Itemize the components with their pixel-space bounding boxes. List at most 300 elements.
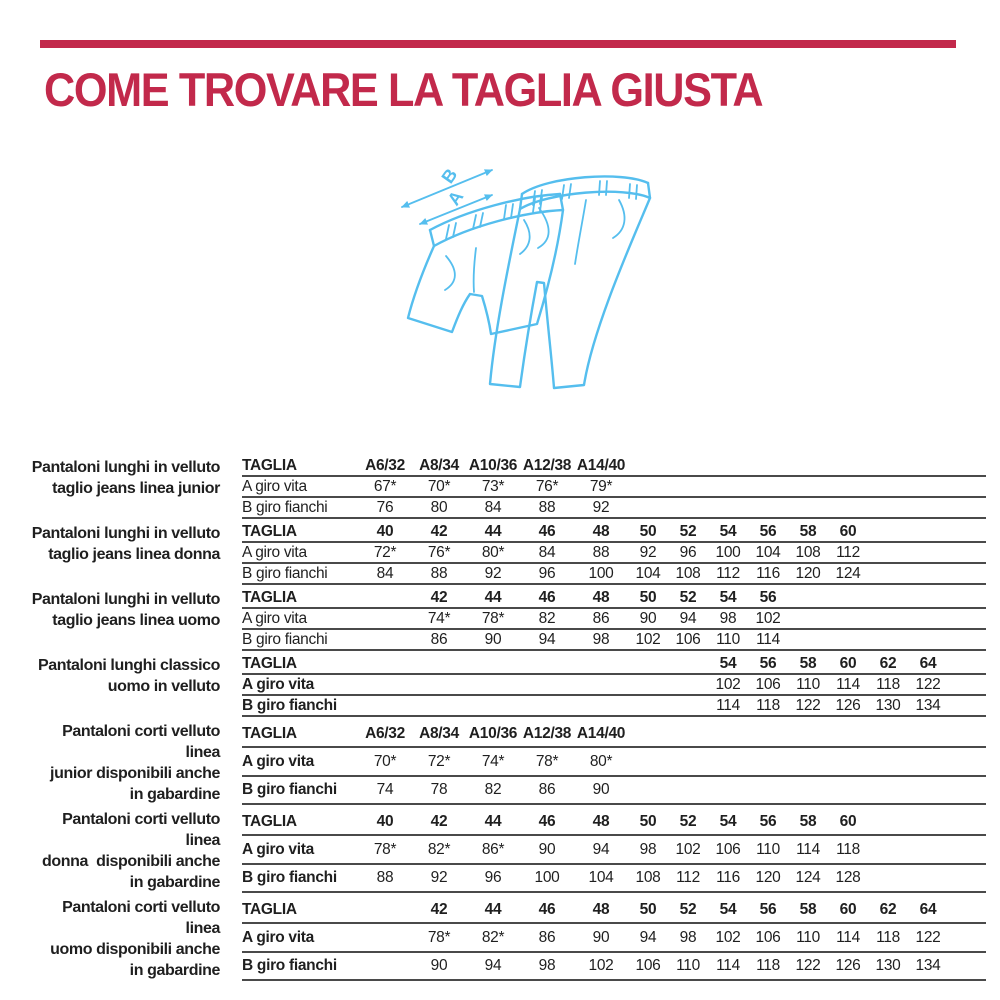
- empty-cell: [358, 608, 412, 629]
- size-cell: 60: [828, 654, 868, 674]
- empty-cell: [358, 654, 412, 674]
- size-table: [242, 720, 986, 805]
- giro-fianchi-cell: 108: [628, 864, 668, 892]
- empty-cell: [668, 695, 708, 716]
- filler-cell: [948, 923, 986, 951]
- empty-cell: [908, 456, 948, 476]
- empty-cell: [358, 952, 412, 980]
- empty-cell: [908, 608, 948, 629]
- empty-cell: [908, 522, 948, 542]
- table-description-line: in gabardine: [129, 786, 220, 803]
- giro-vita-label: A giro vita: [242, 674, 358, 695]
- table-description-line: uomo in velluto: [107, 678, 220, 695]
- filler-cell: [948, 654, 986, 674]
- giro-fianchi-cell: 84: [466, 497, 520, 518]
- size-table: [242, 588, 986, 651]
- size-table-row: [242, 835, 986, 863]
- measure-label-a: A: [443, 186, 468, 210]
- filler-cell: [948, 808, 986, 835]
- size-cell: 48: [574, 808, 628, 835]
- empty-cell: [908, 629, 948, 650]
- giro-vita-cell: 106: [748, 674, 788, 695]
- empty-cell: [868, 588, 908, 608]
- empty-cell: [868, 720, 908, 747]
- giro-vita-cell: 118: [828, 835, 868, 863]
- giro-vita-cell: 108: [788, 542, 828, 563]
- empty-cell: [358, 896, 412, 923]
- size-table-header-row: [242, 588, 986, 608]
- giro-fianchi-cell: 100: [574, 563, 628, 584]
- giro-fianchi-cell: 134: [908, 952, 948, 980]
- giro-fianchi-cell: 92: [574, 497, 628, 518]
- giro-fianchi-cell: 116: [748, 563, 788, 584]
- size-cell: 48: [574, 896, 628, 923]
- taglia-label: TAGLIA: [242, 896, 358, 923]
- giro-fianchi-cell: 130: [868, 952, 908, 980]
- empty-cell: [828, 497, 868, 518]
- size-table-header-row: [242, 456, 986, 476]
- size-table-row: [242, 563, 986, 584]
- size-table-row: [242, 476, 986, 497]
- giro-fianchi-cell: 88: [520, 497, 574, 518]
- size-table-block: [30, 720, 986, 805]
- empty-cell: [868, 776, 908, 804]
- empty-cell: [748, 747, 788, 775]
- size-table-row: [242, 952, 986, 980]
- giro-vita-cell: 82: [520, 608, 574, 629]
- size-table-header-row: [242, 522, 986, 542]
- table-description-line: taglio jeans linea uomo: [52, 612, 220, 629]
- table-description-line: uomo disponibili anche: [50, 941, 220, 958]
- table-description-line: Pantaloni corti velluto linea: [62, 811, 225, 849]
- empty-cell: [868, 497, 908, 518]
- giro-vita-cell: 118: [868, 674, 908, 695]
- giro-fianchi-cell: 102: [628, 629, 668, 650]
- giro-vita-cell: 70*: [412, 476, 466, 497]
- size-cell: 62: [868, 654, 908, 674]
- giro-fianchi-cell: 124: [828, 563, 868, 584]
- empty-cell: [788, 476, 828, 497]
- empty-cell: [908, 747, 948, 775]
- size-table: [242, 808, 986, 893]
- empty-cell: [628, 654, 668, 674]
- size-cell: 52: [668, 808, 708, 835]
- taglia-label: TAGLIA: [242, 588, 358, 608]
- empty-cell: [668, 776, 708, 804]
- empty-cell: [748, 497, 788, 518]
- giro-fianchi-cell: 112: [668, 864, 708, 892]
- giro-vita-cell: 82*: [412, 835, 466, 863]
- giro-vita-cell: 82*: [466, 923, 520, 951]
- filler-cell: [948, 608, 986, 629]
- empty-cell: [628, 497, 668, 518]
- size-table-row: [242, 923, 986, 951]
- filler-cell: [948, 776, 986, 804]
- giro-fianchi-cell: 94: [520, 629, 574, 650]
- giro-vita-cell: 122: [908, 674, 948, 695]
- giro-vita-cell: 118: [868, 923, 908, 951]
- empty-cell: [828, 629, 868, 650]
- giro-vita-cell: 90: [520, 835, 574, 863]
- empty-cell: [466, 654, 520, 674]
- size-table-row: [242, 629, 986, 650]
- empty-cell: [788, 629, 828, 650]
- header-rule: [40, 40, 956, 48]
- empty-cell: [868, 747, 908, 775]
- filler-cell: [948, 476, 986, 497]
- giro-vita-cell: 78*: [466, 608, 520, 629]
- size-table-header-row: [242, 808, 986, 835]
- empty-cell: [668, 720, 708, 747]
- size-table-header-row: [242, 654, 986, 674]
- empty-cell: [628, 456, 668, 476]
- filler-cell: [948, 747, 986, 775]
- empty-cell: [412, 654, 466, 674]
- empty-cell: [908, 864, 948, 892]
- filler-cell: [948, 456, 986, 476]
- size-cell: A14/40: [574, 456, 628, 476]
- table-description: [30, 654, 220, 717]
- shorts-outline: [408, 194, 563, 334]
- giro-fianchi-cell: 110: [668, 952, 708, 980]
- giro-vita-cell: 106: [708, 835, 748, 863]
- giro-fianchi-cell: 110: [708, 629, 748, 650]
- size-table-row: [242, 497, 986, 518]
- size-cell: 54: [708, 654, 748, 674]
- giro-vita-cell: 110: [788, 674, 828, 695]
- filler-cell: [948, 695, 986, 716]
- size-cell: 62: [868, 896, 908, 923]
- giro-vita-cell: 80*: [574, 747, 628, 775]
- table-description-line: in gabardine: [129, 874, 220, 891]
- giro-vita-cell: 98: [628, 835, 668, 863]
- empty-cell: [828, 747, 868, 775]
- giro-fianchi-cell: 116: [708, 864, 748, 892]
- taglia-label: TAGLIA: [242, 720, 358, 747]
- size-cell: 56: [748, 588, 788, 608]
- table-description-line: donna disponibili anche: [42, 853, 220, 870]
- size-cell: 58: [788, 896, 828, 923]
- size-table-row: [242, 864, 986, 892]
- giro-vita-cell: 78*: [520, 747, 574, 775]
- giro-vita-cell: 88: [574, 542, 628, 563]
- giro-vita-label: A giro vita: [242, 747, 358, 775]
- giro-vita-cell: 74*: [412, 608, 466, 629]
- giro-vita-cell: 114: [828, 923, 868, 951]
- empty-cell: [708, 456, 748, 476]
- size-tables: [30, 456, 986, 984]
- giro-fianchi-cell: 126: [828, 695, 868, 716]
- giro-vita-cell: 86: [520, 923, 574, 951]
- table-description: [30, 808, 225, 893]
- giro-vita-label: A giro vita: [242, 476, 358, 497]
- giro-fianchi-label: B giro fianchi: [242, 695, 358, 716]
- empty-cell: [358, 923, 412, 951]
- empty-cell: [908, 542, 948, 563]
- giro-fianchi-cell: 104: [628, 563, 668, 584]
- empty-cell: [748, 476, 788, 497]
- empty-cell: [828, 456, 868, 476]
- giro-vita-cell: 79*: [574, 476, 628, 497]
- taglia-label: TAGLIA: [242, 808, 358, 835]
- giro-vita-cell: 102: [748, 608, 788, 629]
- giro-fianchi-cell: 82: [466, 776, 520, 804]
- giro-fianchi-label: B giro fianchi: [242, 864, 358, 892]
- giro-fianchi-cell: 120: [748, 864, 788, 892]
- giro-fianchi-cell: 84: [358, 563, 412, 584]
- size-cell: 54: [708, 522, 748, 542]
- giro-fianchi-cell: 118: [748, 695, 788, 716]
- size-table-row: [242, 695, 986, 716]
- giro-fianchi-cell: 96: [520, 563, 574, 584]
- size-cell: 58: [788, 522, 828, 542]
- size-cell: 48: [574, 522, 628, 542]
- giro-vita-cell: 102: [708, 674, 748, 695]
- giro-vita-cell: 104: [748, 542, 788, 563]
- size-cell: 56: [748, 522, 788, 542]
- empty-cell: [748, 720, 788, 747]
- size-cell: 58: [788, 808, 828, 835]
- size-cell: 44: [466, 808, 520, 835]
- giro-vita-cell: 80*: [466, 542, 520, 563]
- size-cell: 42: [412, 522, 466, 542]
- empty-cell: [668, 654, 708, 674]
- giro-fianchi-label: B giro fianchi: [242, 952, 358, 980]
- table-description-line: junior disponibili anche: [50, 765, 220, 782]
- size-table-row: [242, 542, 986, 563]
- size-table: [242, 896, 986, 981]
- filler-cell: [948, 629, 986, 650]
- empty-cell: [908, 720, 948, 747]
- giro-fianchi-cell: 88: [358, 864, 412, 892]
- empty-cell: [708, 747, 748, 775]
- giro-fianchi-cell: 78: [412, 776, 466, 804]
- giro-vita-cell: 90: [574, 923, 628, 951]
- empty-cell: [628, 476, 668, 497]
- giro-vita-cell: 70*: [358, 747, 412, 775]
- empty-cell: [708, 497, 748, 518]
- giro-fianchi-cell: 114: [708, 695, 748, 716]
- table-description-line: taglio jeans linea donna: [48, 546, 220, 563]
- empty-cell: [412, 695, 466, 716]
- giro-fianchi-cell: 90: [412, 952, 466, 980]
- giro-fianchi-cell: 106: [628, 952, 668, 980]
- size-cell: 46: [520, 896, 574, 923]
- giro-vita-cell: 110: [748, 835, 788, 863]
- empty-cell: [668, 497, 708, 518]
- table-description-line: Pantaloni corti velluto linea: [62, 723, 225, 761]
- giro-fianchi-cell: 74: [358, 776, 412, 804]
- size-cell: A10/36: [466, 720, 520, 747]
- size-table: [242, 654, 986, 717]
- giro-vita-cell: 112: [828, 542, 868, 563]
- filler-cell: [948, 674, 986, 695]
- giro-vita-label: A giro vita: [242, 923, 358, 951]
- size-cell: 50: [628, 808, 668, 835]
- giro-fianchi-cell: 80: [412, 497, 466, 518]
- giro-fianchi-cell: 98: [574, 629, 628, 650]
- empty-cell: [828, 476, 868, 497]
- taglia-label: TAGLIA: [242, 456, 358, 476]
- giro-fianchi-cell: 128: [828, 864, 868, 892]
- giro-fianchi-label: B giro fianchi: [242, 776, 358, 804]
- filler-cell: [948, 522, 986, 542]
- empty-cell: [358, 629, 412, 650]
- empty-cell: [828, 608, 868, 629]
- empty-cell: [748, 456, 788, 476]
- size-cell: 60: [828, 522, 868, 542]
- giro-fianchi-cell: 114: [708, 952, 748, 980]
- giro-fianchi-label: B giro fianchi: [242, 563, 358, 584]
- size-table-block: [30, 654, 986, 717]
- giro-vita-cell: 74*: [466, 747, 520, 775]
- giro-fianchi-cell: 122: [788, 952, 828, 980]
- giro-vita-cell: 90: [628, 608, 668, 629]
- empty-cell: [788, 497, 828, 518]
- empty-cell: [520, 674, 574, 695]
- empty-cell: [828, 776, 868, 804]
- size-table: [242, 522, 986, 585]
- giro-vita-cell: 98: [668, 923, 708, 951]
- size-cell: 60: [828, 896, 868, 923]
- giro-fianchi-cell: 124: [788, 864, 828, 892]
- empty-cell: [628, 720, 668, 747]
- empty-cell: [668, 456, 708, 476]
- empty-cell: [788, 456, 828, 476]
- empty-cell: [908, 497, 948, 518]
- empty-cell: [868, 835, 908, 863]
- pants-outline: [490, 176, 650, 388]
- giro-fianchi-cell: 118: [748, 952, 788, 980]
- size-cell: 46: [520, 522, 574, 542]
- empty-cell: [358, 674, 412, 695]
- empty-cell: [520, 695, 574, 716]
- giro-fianchi-cell: 114: [748, 629, 788, 650]
- size-table-block: [30, 588, 986, 651]
- empty-cell: [908, 776, 948, 804]
- giro-fianchi-cell: 102: [574, 952, 628, 980]
- size-table-block: [30, 456, 986, 519]
- table-description-line: in gabardine: [129, 962, 220, 979]
- empty-cell: [574, 654, 628, 674]
- giro-fianchi-cell: 90: [466, 629, 520, 650]
- table-description: [30, 522, 220, 585]
- filler-cell: [948, 835, 986, 863]
- size-cell: 40: [358, 808, 412, 835]
- size-cell: 60: [828, 808, 868, 835]
- size-table-header-row: [242, 896, 986, 923]
- empty-cell: [788, 608, 828, 629]
- table-description: [30, 720, 225, 805]
- giro-vita-label: A giro vita: [242, 542, 358, 563]
- empty-cell: [868, 563, 908, 584]
- table-description-line: Pantaloni lunghi in velluto: [31, 459, 220, 476]
- empty-cell: [466, 674, 520, 695]
- giro-vita-cell: 114: [788, 835, 828, 863]
- giro-fianchi-cell: 130: [868, 695, 908, 716]
- empty-cell: [788, 588, 828, 608]
- size-table-row: [242, 608, 986, 629]
- giro-fianchi-cell: 92: [412, 864, 466, 892]
- giro-fianchi-cell: 86: [412, 629, 466, 650]
- size-cell: A8/34: [412, 720, 466, 747]
- giro-vita-cell: 92: [628, 542, 668, 563]
- empty-cell: [868, 456, 908, 476]
- size-cell: A6/32: [358, 720, 412, 747]
- size-cell: 52: [668, 522, 708, 542]
- size-cell: 54: [708, 896, 748, 923]
- empty-cell: [908, 563, 948, 584]
- size-cell: 44: [466, 522, 520, 542]
- size-table-block: [30, 522, 986, 585]
- giro-fianchi-cell: 86: [520, 776, 574, 804]
- giro-vita-cell: 78*: [412, 923, 466, 951]
- empty-cell: [748, 776, 788, 804]
- giro-fianchi-cell: 106: [668, 629, 708, 650]
- size-cell: 56: [748, 808, 788, 835]
- giro-fianchi-cell: 96: [466, 864, 520, 892]
- size-cell: 58: [788, 654, 828, 674]
- empty-cell: [358, 588, 412, 608]
- giro-fianchi-cell: 126: [828, 952, 868, 980]
- size-cell: 44: [466, 896, 520, 923]
- empty-cell: [868, 542, 908, 563]
- giro-fianchi-cell: 122: [788, 695, 828, 716]
- empty-cell: [868, 864, 908, 892]
- size-cell: 48: [574, 588, 628, 608]
- size-cell: 50: [628, 522, 668, 542]
- size-table: [242, 456, 986, 519]
- giro-vita-cell: 96: [668, 542, 708, 563]
- size-cell: 42: [412, 896, 466, 923]
- giro-vita-cell: 76*: [520, 476, 574, 497]
- empty-cell: [908, 476, 948, 497]
- empty-cell: [708, 476, 748, 497]
- table-description-line: Pantaloni lunghi in velluto: [31, 525, 220, 542]
- size-illustration: [372, 146, 672, 416]
- empty-cell: [412, 674, 466, 695]
- taglia-label: TAGLIA: [242, 522, 358, 542]
- giro-vita-cell: 100: [708, 542, 748, 563]
- filler-cell: [948, 588, 986, 608]
- giro-vita-cell: 102: [708, 923, 748, 951]
- giro-vita-cell: 76*: [412, 542, 466, 563]
- size-cell: 42: [412, 808, 466, 835]
- table-description: [30, 896, 225, 981]
- table-description-line: Pantaloni lunghi classico: [37, 657, 220, 674]
- size-cell: 56: [748, 896, 788, 923]
- giro-fianchi-cell: 98: [520, 952, 574, 980]
- size-cell: 46: [520, 588, 574, 608]
- giro-vita-label: A giro vita: [242, 608, 358, 629]
- giro-vita-cell: 114: [828, 674, 868, 695]
- size-cell: 46: [520, 808, 574, 835]
- empty-cell: [358, 695, 412, 716]
- empty-cell: [708, 776, 748, 804]
- filler-cell: [948, 896, 986, 923]
- giro-vita-cell: 78*: [358, 835, 412, 863]
- empty-cell: [668, 674, 708, 695]
- filler-cell: [948, 497, 986, 518]
- empty-cell: [520, 654, 574, 674]
- filler-cell: [948, 720, 986, 747]
- filler-cell: [948, 563, 986, 584]
- giro-fianchi-cell: 120: [788, 563, 828, 584]
- size-cell: 50: [628, 896, 668, 923]
- giro-vita-cell: 110: [788, 923, 828, 951]
- size-cell: 54: [708, 588, 748, 608]
- table-description-line: Pantaloni corti velluto linea: [62, 899, 225, 937]
